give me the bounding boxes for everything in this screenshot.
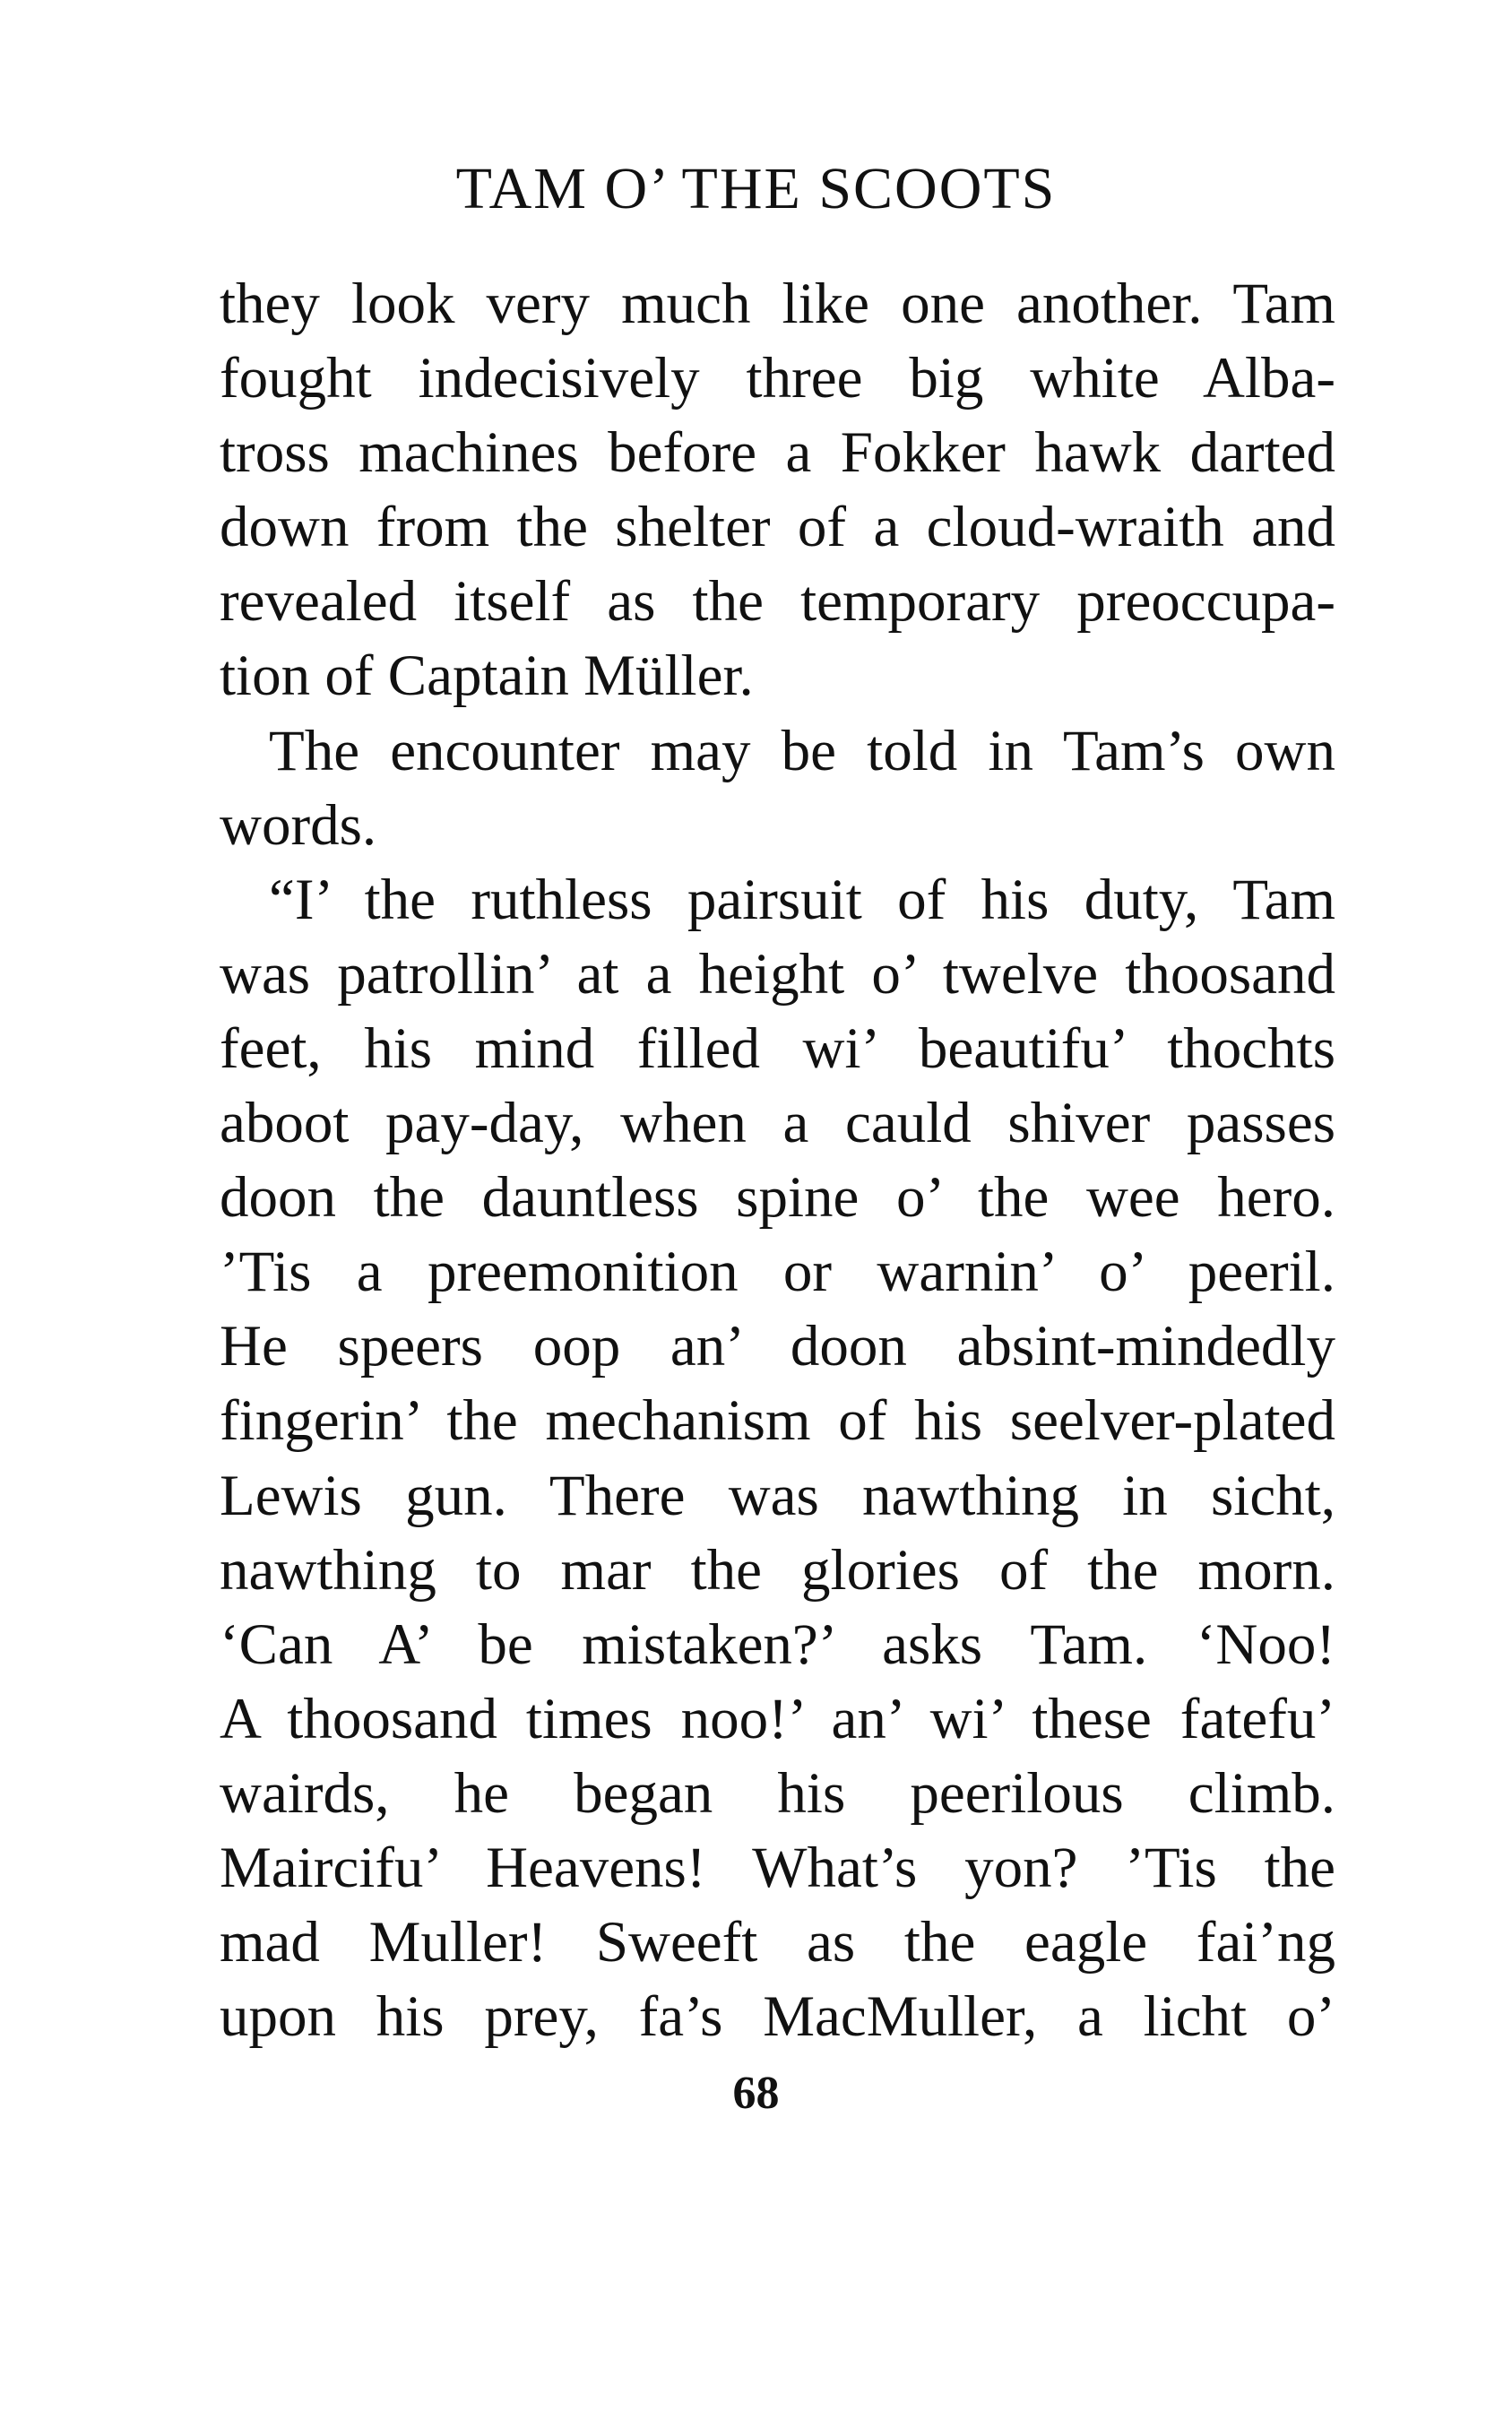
text-line: Lewis gun. There was nawthing in sicht, — [220, 1463, 1335, 1528]
text-line: upon his prey, fa’s MacMuller, a licht o’ — [220, 1984, 1335, 2050]
text-line: was patrollin’ at a height o’ twelve thoosand — [220, 941, 1335, 1007]
text-line: words. — [220, 792, 377, 858]
text-line: tion of Captain Müller. — [220, 644, 754, 709]
text-line: they look very much like one another. Tam — [220, 272, 1335, 336]
text-line: A thoosand times noo!’ an’ wi’ these fatefu’ — [220, 1686, 1335, 1751]
text-line: mad Muller! Sweeft as the eagle fai’ng — [220, 1910, 1335, 1975]
body-text — [220, 267, 1335, 2054]
text-line: The encounter may be told in Tam’s own — [269, 718, 1335, 783]
text-line: nawthing to mar the glories of the morn. — [220, 1537, 1335, 1603]
text-line: feet, his mind filled wi’ beautifu’ thochts — [220, 1015, 1335, 1081]
text-line: ‘Can A’ be mistaken?’ asks Tam. ‘Noo! — [220, 1612, 1335, 1677]
running-head: TAM O’ THE SCOOTS — [455, 156, 1057, 221]
text-line: fingerin’ the mechanism of his seelver-plated — [220, 1388, 1335, 1454]
text-line: tross machines before a Fokker hawk darted — [220, 420, 1335, 486]
text-line: down from the shelter of a cloud-wraith and — [220, 495, 1335, 560]
text-line: revealed itself as the temporary preoccupa- — [220, 569, 1335, 635]
text-line: aboot pay-day, when a cauld shiver passes — [220, 1091, 1335, 1156]
text-line: “I’ the ruthless pairsuit of his duty, Tam — [269, 867, 1335, 932]
text-line: doon the dauntless spine o’ the wee hero. — [220, 1165, 1335, 1231]
text-line: wairds, he began his peerilous climb. — [220, 1760, 1335, 1826]
text-line: He speers oop an’ doon absint-mindedly — [220, 1314, 1335, 1379]
page-number: 68 — [732, 2068, 780, 2119]
text-line: ’Tis a preemonition or warnin’ o’ peeril. — [220, 1240, 1335, 1305]
text-line: Maircifu’ Heavens! What’s yon? ’Tis the — [220, 1835, 1335, 1900]
text-line: fought indecisively three big white Alba- — [220, 346, 1335, 411]
